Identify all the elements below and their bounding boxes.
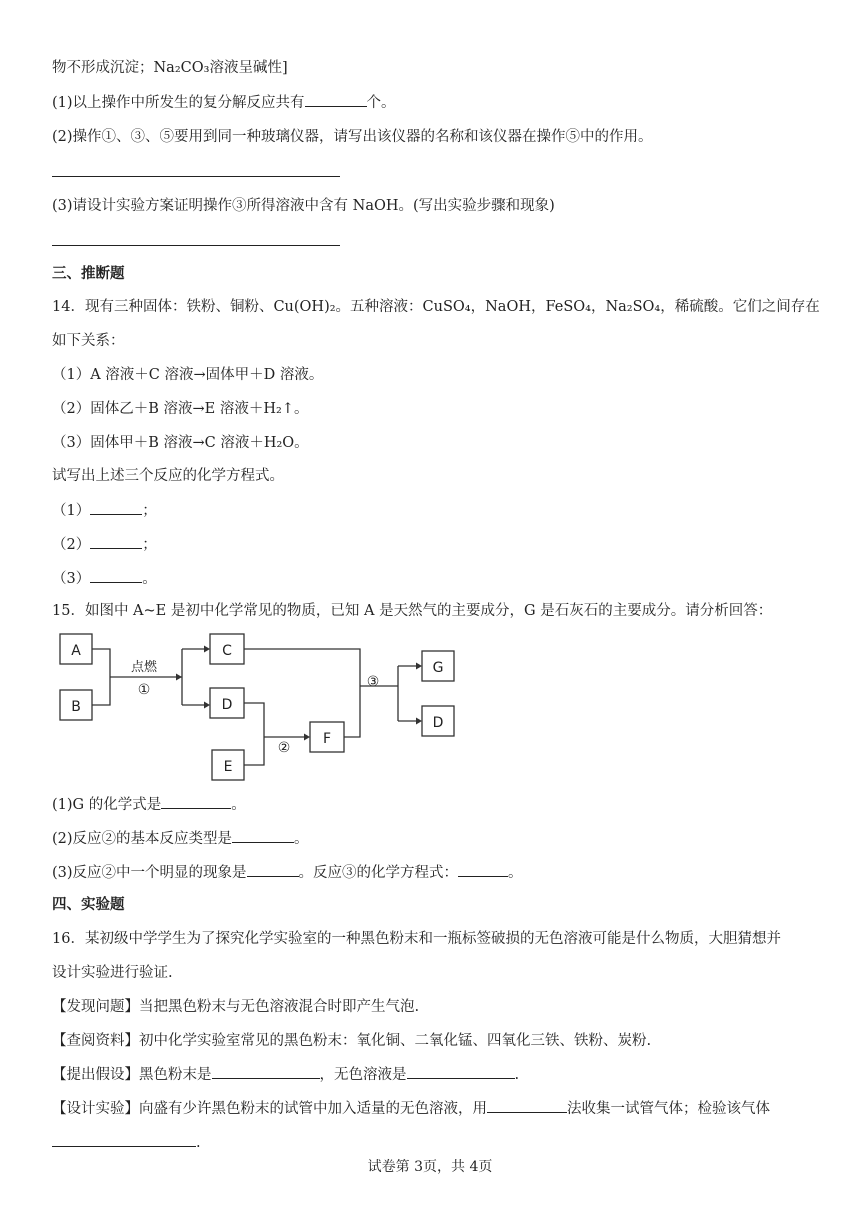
step-3-label: ③ (366, 674, 380, 690)
answer-blank[interactable] (407, 1064, 515, 1079)
step-1-label: ① (137, 682, 151, 698)
q13-sub1: (1)以上操作中所发生的复分解反应共有 个。 (52, 92, 396, 113)
label-d2: D (432, 715, 444, 731)
q15-stem: 15．如图中 A~E 是初中化学常见的物质，已知 A 是天然气的主要成分，G 是石灰石的主要成分。请分析回答： (52, 603, 773, 619)
q16-reference: 【查阅资料】初中化学实验室常见的黑色粉末：氧化铜、二氧化锰、四氧化三铁、铁粉、炭粉. (52, 1033, 652, 1049)
answer-blank[interactable] (232, 828, 294, 843)
answer-blank[interactable] (458, 862, 508, 877)
condition-label: 点燃 (130, 660, 158, 675)
step-2-label: ② (277, 740, 291, 756)
answer-blank[interactable] (90, 534, 142, 549)
q14-answer-1: （1） ； (52, 500, 157, 521)
answer-blank[interactable] (90, 500, 142, 515)
q15-sub2: (2)反应②的基本反应类型是 。 (52, 828, 309, 849)
label-g: G (432, 660, 444, 676)
answer-blank[interactable] (487, 1098, 567, 1113)
answer-line[interactable] (52, 176, 340, 177)
label-f: F (322, 731, 332, 747)
answer-blank[interactable] (161, 794, 231, 809)
q14-relation-3: （3）固体甲＋B 溶液→C 溶液＋H₂O。 (52, 435, 309, 451)
q14-stem-line2: 如下关系： (52, 333, 125, 349)
q16-design-cont: . (52, 1132, 201, 1153)
answer-blank[interactable] (212, 1064, 320, 1079)
label-c: C (222, 643, 232, 659)
answer-blank[interactable] (90, 568, 142, 583)
answer-blank[interactable] (247, 862, 299, 877)
q16-stem-line1: 16．某初级中学学生为了探究化学实验室的一种黑色粉末和一瓶标签破损的无色溶液可能是什么物质，大胆猜想并 (52, 931, 781, 947)
section-title: 三、推断题 (52, 265, 125, 282)
page-footer: 试卷第 3页，共 4页 (367, 1159, 493, 1175)
label-e: E (223, 759, 233, 775)
q16-design: 【设计实验】向盛有少许黑色粉末的试管中加入适量的无色溶液，用 法收集一试管气体；检验该气体 (52, 1098, 770, 1119)
label-a: A (71, 643, 81, 659)
q15-sub1: (1)G 的化学式是 。 (52, 794, 246, 815)
label-d: D (221, 697, 233, 713)
q14-answer-2: （2） ； (52, 534, 157, 555)
q13-line0: 物不形成沉淀；Na₂CO₃溶液呈碱性] (52, 60, 288, 76)
q14-relation-2: （2）固体乙＋B 溶液→E 溶液＋H₂↑。 (52, 401, 309, 417)
q14-answer-3: （3） 。 (52, 568, 157, 589)
q15-sub3: (3)反应②中一个明显的现象是 。反应③的化学方程式： 。 (52, 862, 523, 883)
q16-hypothesis: 【提出假设】黑色粉末是 ，无色溶液是 . (52, 1064, 519, 1085)
q16-discover: 【发现问题】当把黑色粉末与无色溶液混合时即产生气泡. (52, 999, 420, 1015)
q13-sub3: (3)请设计实验方案证明操作③所得溶液中含有 NaOH。(写出实验步骤和现象) (52, 198, 555, 214)
answer-blank[interactable] (305, 92, 367, 107)
answer-blank[interactable] (52, 1132, 196, 1147)
q14-stem-line1: 14．现有三种固体：铁粉、铜粉、Cu(OH)₂。五种溶液：CuSO₄，NaOH，FeSO₄，Na₂SO₄，稀硫酸。它们之间存在 (52, 299, 820, 315)
section-title: 四、实验题 (52, 896, 125, 913)
reaction-flow-diagram (52, 624, 472, 784)
q16-stem-line2: 设计实验进行验证. (52, 965, 173, 981)
q14-ask: 试写出上述三个反应的化学方程式。 (52, 468, 284, 484)
q14-relation-1: （1）A 溶液＋C 溶液→固体甲＋D 溶液。 (52, 367, 324, 383)
answer-line[interactable] (52, 245, 340, 246)
q13-sub2: (2)操作①、③、⑤要用到同一种玻璃仪器，请写出该仪器的名称和该仪器在操作⑤中的作用。 (52, 129, 653, 145)
label-b: B (71, 699, 81, 715)
